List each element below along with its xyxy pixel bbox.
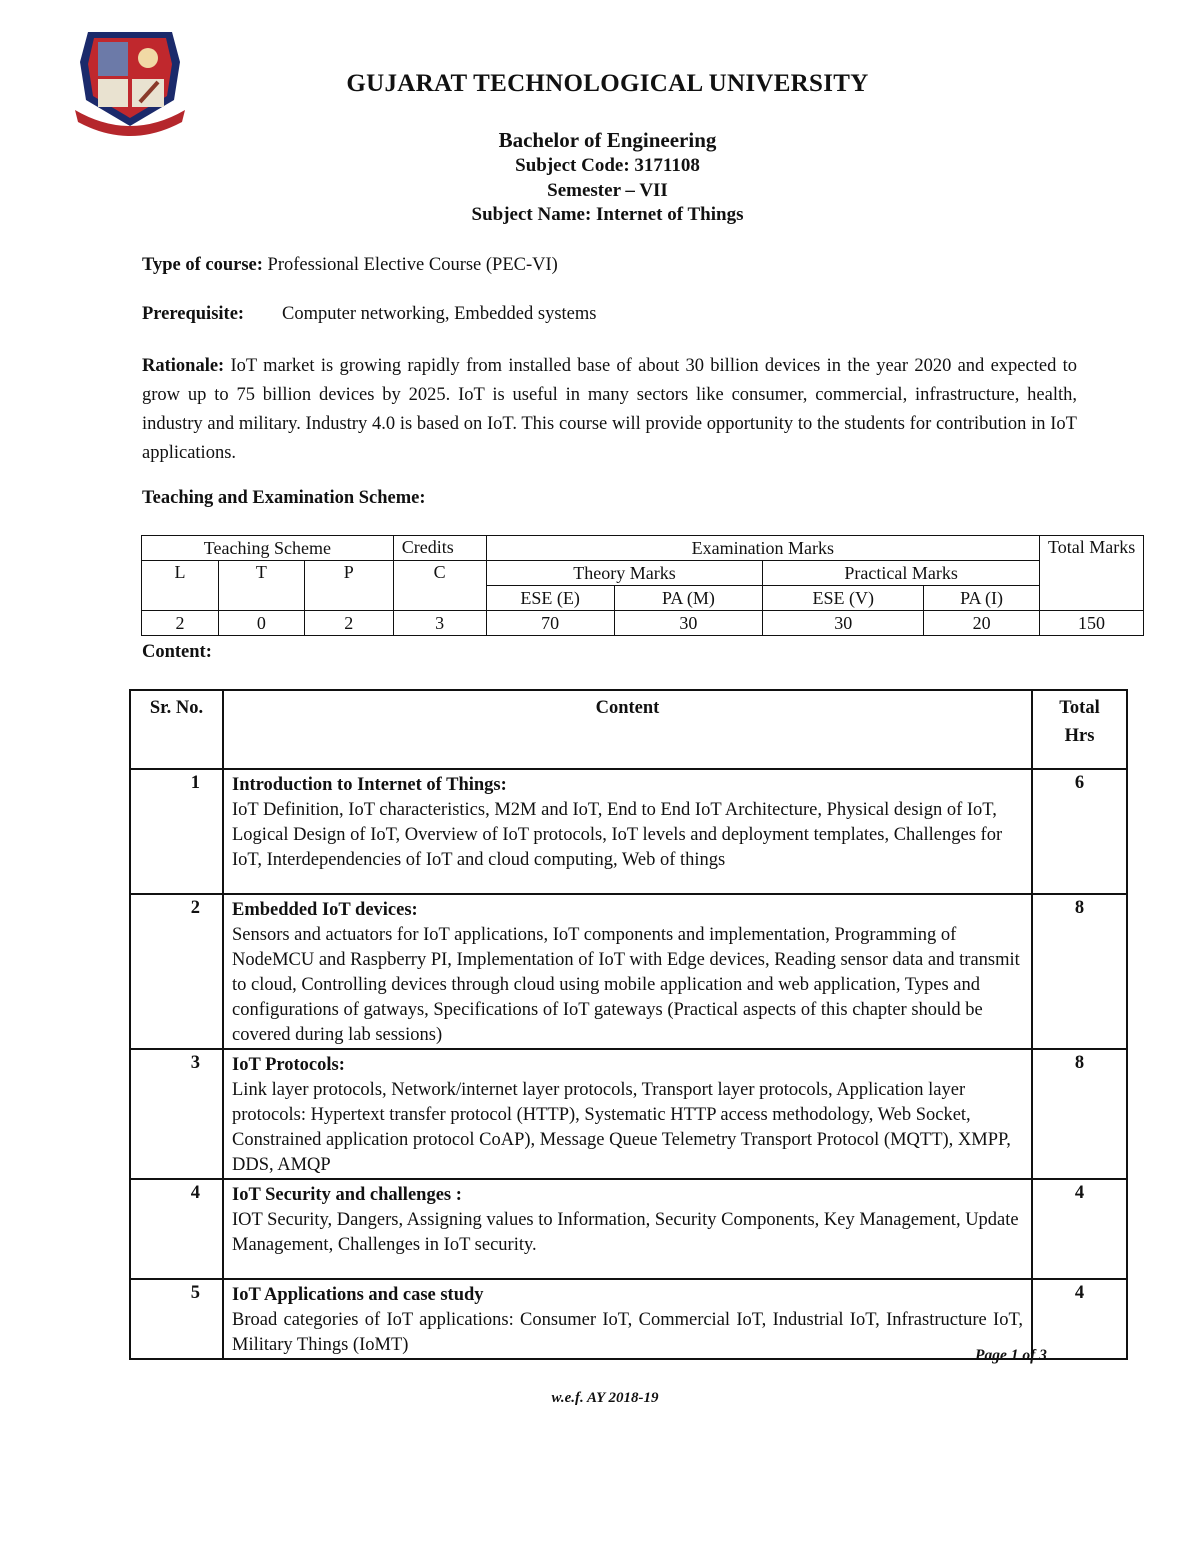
rationale-text: IoT market is growing rapidly from installed base of about 30 billion devices in the year 2020 and expected to grow up to 75 billion devices by 2025. IoT is useful in many sectors like consumer, commercial, infrastructure, health, industry and military. Industry 4.0 is based on IoT. This course will provide opportunity to the students for contribution in IoT applications.	[142, 356, 1077, 463]
degree-title: Bachelor of Engineering	[498, 128, 717, 152]
row-content	[223, 894, 1032, 1049]
row-title: IoT Security and challenges :	[232, 1185, 462, 1205]
row-content	[223, 1279, 1032, 1359]
header-t: T	[218, 561, 304, 611]
row-body: Link layer protocols, Network/internet layer protocols, Transport layer protocols, Application layer protocols: Hypertext transfer protocol (HTTP), Systematic HTTP access methodology, Web Socket, Constrained application protocol CoAP), Message Queue Telemetry Transport Protocol (MQTT), XMPP, DDS, AMQP	[232, 1080, 1011, 1175]
value-l: 2	[142, 611, 219, 636]
value-pa-m: 30	[614, 611, 763, 636]
row-title: IoT Applications and case study	[232, 1285, 484, 1305]
row-title: IoT Protocols:	[232, 1055, 345, 1075]
university-name: GUJARAT TECHNOLOGICAL UNIVERSITY	[346, 70, 869, 97]
row-sr: 1	[130, 769, 223, 894]
value-t: 0	[218, 611, 304, 636]
semester: Semester – VII	[547, 180, 668, 201]
teaching-scheme-table	[141, 535, 1144, 636]
effective-year: w.e.f. AY 2018-19	[551, 1390, 659, 1406]
row-hrs: 4	[1032, 1279, 1127, 1359]
value-p: 2	[304, 611, 393, 636]
page-number: Page 1 of 3	[975, 1347, 1047, 1364]
header-teaching-scheme: Teaching Scheme	[142, 536, 394, 561]
row-sr: 3	[130, 1049, 223, 1179]
row-title: Embedded IoT devices:	[232, 900, 418, 920]
header-practical-marks: Practical Marks	[763, 561, 1040, 586]
value-total: 150	[1040, 611, 1144, 636]
course-type	[142, 255, 1077, 276]
table-row	[130, 1179, 1127, 1279]
header-exam-marks: Examination Marks	[486, 536, 1039, 561]
table-row	[130, 894, 1127, 1049]
row-content	[223, 769, 1032, 894]
rationale	[142, 352, 1077, 468]
header-pa-i: PA (I)	[924, 586, 1040, 611]
header-ese-e: ESE (E)	[486, 586, 614, 611]
header-c: C	[393, 561, 486, 611]
prerequisite-value: Computer networking, Embedded systems	[282, 304, 597, 324]
row-hrs: 8	[1032, 1049, 1127, 1179]
header-content: Content	[223, 690, 1032, 769]
course-type-value: Professional Elective Course (PEC-VI)	[267, 255, 558, 275]
row-title: Introduction to Internet of Things:	[232, 775, 507, 795]
row-body: Sensors and actuators for IoT applications, IoT components and implementation, Programming of NodeMCU and Raspberry PI, Implementation of IoT with Edge devices, Reading sensor data and transmit to cloud, Controlling devices through cloud using mobile application and web application, Types and configurations of gatways, Specifications of IoT gateways (Practical aspects of this chapter should be covered during lab sessions)	[232, 925, 1020, 1045]
content-label: Content:	[142, 642, 212, 662]
row-sr: 2	[130, 894, 223, 1049]
subject-name: Subject Name: Internet of Things	[471, 204, 744, 225]
row-sr: 5	[130, 1279, 223, 1359]
value-ese-v: 30	[763, 611, 924, 636]
prerequisite-label: Prerequisite:	[142, 304, 245, 324]
prerequisite	[142, 304, 1077, 325]
row-body: Broad categories of IoT applications: Consumer IoT, Commercial IoT, Industrial IoT, Infrastructure IoT, Military Things (IoMT)	[232, 1310, 1023, 1355]
rationale-label: Rationale:	[142, 356, 225, 376]
subject-code: Subject Code: 3171108	[515, 155, 700, 176]
row-content	[223, 1049, 1032, 1179]
header-ese-v: ESE (V)	[763, 586, 924, 611]
content-table	[129, 689, 1128, 1360]
row-hrs: 4	[1032, 1179, 1127, 1279]
row-body: IOT Security, Dangers, Assigning values to Information, Security Components, Key Management, Update Management, Challenges in IoT security.	[232, 1210, 1019, 1255]
header-sr-no: Sr. No.	[130, 690, 223, 769]
header-pa-m: PA (M)	[614, 586, 763, 611]
row-hrs: 6	[1032, 769, 1127, 894]
scheme-heading: Teaching and Examination Scheme:	[142, 488, 426, 508]
header-credits: Credits	[393, 536, 486, 561]
table-row	[130, 1049, 1127, 1179]
row-content	[223, 1179, 1032, 1279]
header-l: L	[142, 561, 219, 611]
header-total-hrs	[1032, 690, 1127, 769]
value-c: 3	[393, 611, 486, 636]
header-total-hrs-line2: Hrs	[1064, 726, 1095, 746]
header-total-marks: Total Marks	[1040, 536, 1144, 611]
header-p: P	[304, 561, 393, 611]
course-type-label: Type of course:	[142, 255, 263, 275]
header-theory-marks: Theory Marks	[486, 561, 763, 586]
table-row	[130, 769, 1127, 894]
value-pa-i: 20	[924, 611, 1040, 636]
value-ese-e: 70	[486, 611, 614, 636]
row-hrs: 8	[1032, 894, 1127, 1049]
row-body: IoT Definition, IoT characteristics, M2M and IoT, End to End IoT Architecture, Physical design of IoT, Logical Design of IoT, Overview of IoT protocols, IoT levels and deployment templates, Challenges for IoT, Interdependencies of IoT and cloud computing, Web of things	[232, 800, 1003, 870]
row-sr: 4	[130, 1179, 223, 1279]
header-total-hrs-line1: Total	[1059, 698, 1100, 718]
